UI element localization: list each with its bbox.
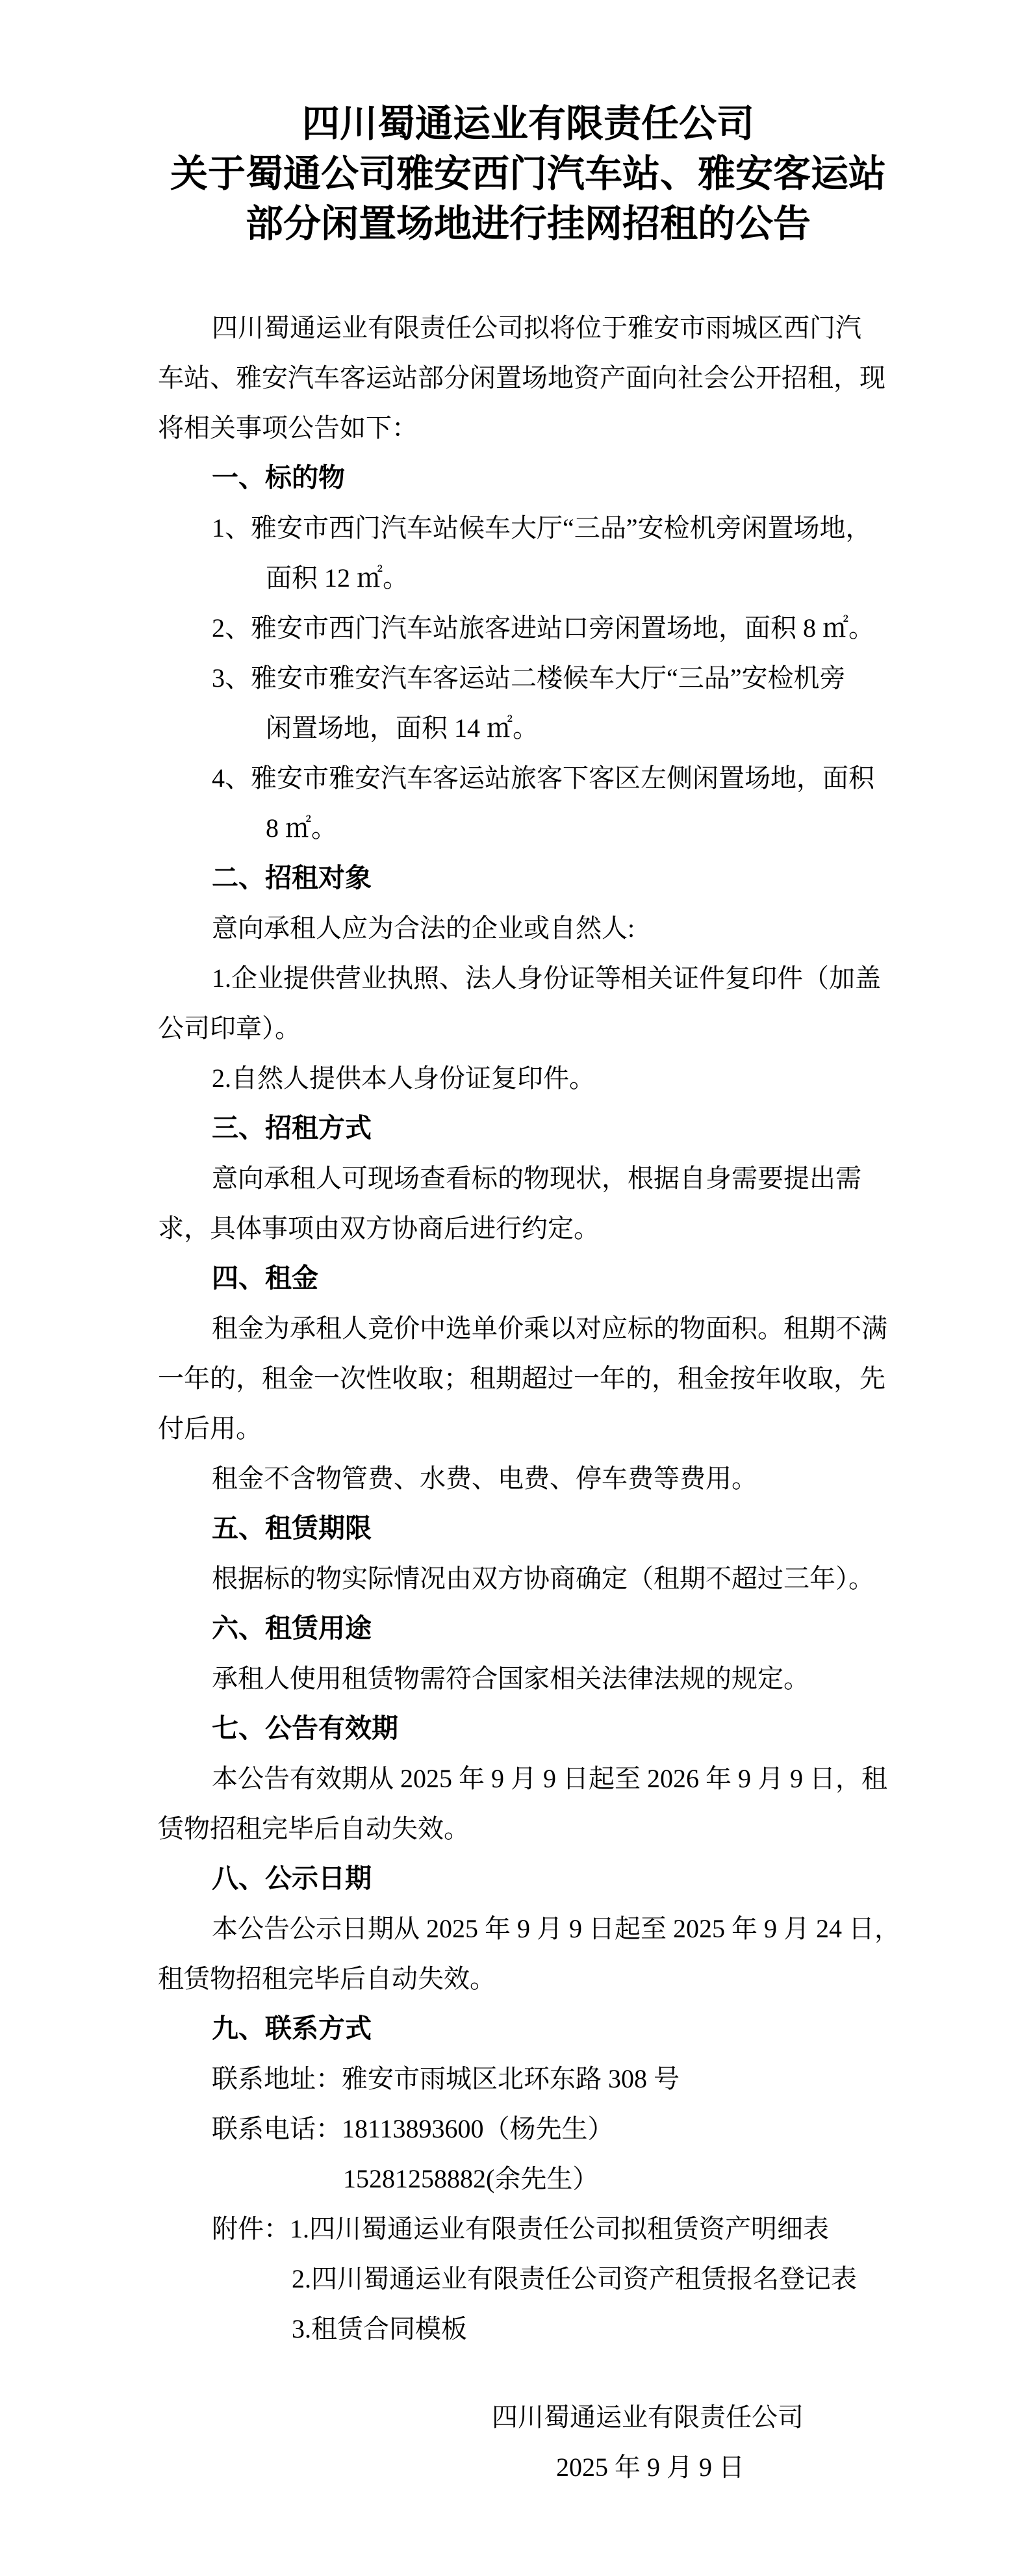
document-line: 将相关事项公告如下：	[158, 413, 418, 442]
document-line: 1、雅安市西门汽车站候车大厅“三品”安检机旁闲置场地，	[212, 513, 872, 542]
document-line: 4、雅安市雅安汽车客运站旅客下客区左侧闲置场地，面积	[212, 763, 874, 793]
document-line: 车站、雅安汽车客运站部分闲置场地资产面向社会公开招租，现	[158, 363, 885, 392]
document-line: 1.企业提供营业执照、法人身份证等相关证件复印件（加盖	[212, 963, 881, 993]
document-line: 8 ㎡。	[266, 813, 337, 843]
signature-block	[0, 2392, 1031, 2492]
document-line: 联系电话：18113893600（杨先生）	[212, 2114, 614, 2143]
document-line: 3、雅安市雅安汽车客运站二楼候车大厅“三品”安检机旁	[212, 663, 846, 693]
document-line: 根据标的物实际情况由双方协商确定（租期不超过三年）。	[212, 1564, 874, 1593]
section-heading: 六、租赁用途	[212, 1613, 372, 1643]
document-line: 租金不含物管费、水费、电费、停车费等费用。	[212, 1464, 757, 1493]
document-title	[158, 99, 898, 249]
document-line: 一年的，租金一次性收取；租期超过一年的，租金按年收取，先	[158, 1364, 885, 1393]
document-line: 本公告有效期从 2025 年 9 月 9 日起至 2026 年 9 月 9 日，租	[212, 1764, 887, 1793]
document-line: 赁物招租完毕后自动失效。	[158, 1814, 470, 1843]
document-line: 意向承租人可现场查看标的物现状，根据自身需要提出需	[212, 1164, 861, 1193]
document-line: 四川蜀通运业有限责任公司拟将位于雅安市雨城区西门汽	[212, 313, 861, 342]
signature-date: 2025 年 9 月 9 日	[556, 2453, 745, 2482]
section-heading: 八、公示日期	[212, 1863, 372, 1893]
document-line: 意向承租人应为合法的企业或自然人:	[212, 913, 635, 943]
title-line-subject: 关于蜀通公司雅安西门汽车站、雅安客运站	[170, 153, 886, 195]
document-line: 2、雅安市西门汽车站旅客进站口旁闲置场地，面积 8 ㎡。	[212, 613, 874, 643]
document-line: 附件：1.四川蜀通运业有限责任公司拟租赁资产明细表	[212, 2214, 829, 2243]
document-line: 2.四川蜀通运业有限责任公司资产租赁报名登记表	[292, 2264, 857, 2293]
section-heading: 三、招租方式	[212, 1113, 372, 1143]
document-body	[0, 303, 1031, 2354]
document-line: 闲置场地，面积 14 ㎡。	[266, 713, 539, 743]
document-line: 付后用。	[158, 1414, 262, 1443]
title-line-company: 四川蜀通运业有限责任公司	[301, 103, 754, 145]
section-heading: 五、租赁期限	[212, 1513, 372, 1543]
document-line: 15281258882(余先生）	[343, 2164, 599, 2193]
document-line: 面积 12 ㎡。	[266, 563, 409, 593]
section-heading: 二、招租对象	[212, 863, 372, 893]
document-line: 公司印章）。	[158, 1014, 301, 1043]
section-heading: 七、公告有效期	[212, 1713, 398, 1743]
title-line-subject-2: 部分闲置场地进行挂网招租的公告	[245, 203, 811, 245]
document-line: 租赁物招租完毕后自动失效。	[158, 1964, 496, 1993]
section-heading: 四、租金	[212, 1263, 318, 1293]
document-line: 租金为承租人竞价中选单价乘以对应标的物面积。租期不满	[212, 1314, 887, 1343]
signature-company: 四川蜀通运业有限责任公司	[492, 2403, 804, 2432]
section-heading: 一、标的物	[212, 463, 345, 492]
document-line: 联系地址：雅安市雨城区北环东路 308 号	[212, 2064, 680, 2093]
document-line: 承租人使用租赁物需符合国家相关法律法规的规定。	[212, 1664, 809, 1693]
document-line: 3.租赁合同模板	[292, 2314, 467, 2343]
section-heading: 九、联系方式	[212, 2013, 372, 2043]
document-line: 求，具体事项由双方协商后进行约定。	[158, 1214, 600, 1243]
document-line: 2.自然人提供本人身份证复印件。	[212, 1064, 595, 1093]
document-line: 本公告公示日期从 2025 年 9 月 9 日起至 2025 年 9 月 24 日，	[212, 1914, 900, 1943]
